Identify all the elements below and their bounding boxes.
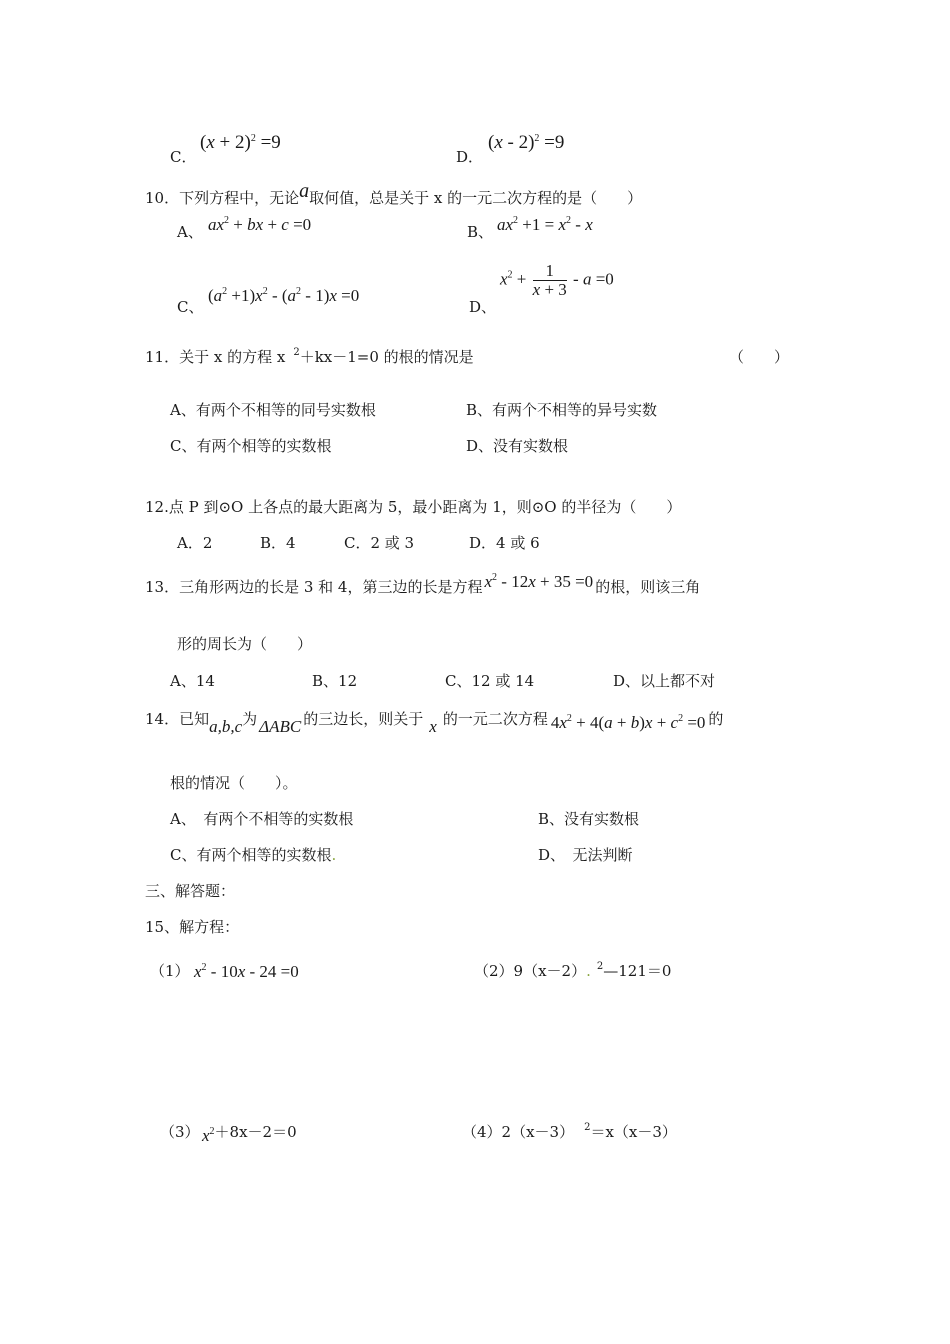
q14-option-c: C、有两个相等的实数根. [170,846,337,864]
q12-option-b: B．4 [260,534,296,552]
q15-part2-text: （2）9（x－2） [474,962,587,980]
q12-option-d: D．4 或 6 [469,534,540,552]
q15-part4-text-b: ＝x（x－3） [590,1123,677,1141]
q13-option-d: D、以上都不对 [613,672,716,690]
q13-option-b: B、12 [312,672,358,690]
q11-stem-b: ＋kx－1=0 的根的情况是 [299,348,474,366]
q11-stem-a: 11．关于 x 的方程 x [145,348,286,366]
section-3-title: 三、解答题： [145,882,236,900]
q15-part2-sup: 2 [596,961,604,972]
q11-option-b: B、有两个不相等的异号实数 [466,401,658,419]
q10-option-a-equation: $ax^2$ + bx + c =0 [208,215,312,234]
q15-part2: （2）9（x－2）. $^2$—121＝0 [474,961,672,980]
q12-stem: 12.点 P 到⊙O 上各点的最大距离为 5，最小距离为 1，则⊙O 的半径为（ ） [145,498,682,516]
q9-option-d-label: D． [456,148,484,166]
q15-part4-sup: 2 [584,1122,591,1133]
q10-option-b-label: B、 [467,223,494,241]
q10-option-d-equation: $x^2$ + $\frac{1}{x + 3}$ - a =0 [500,261,614,299]
q10-option-a-label: A、 [177,223,203,241]
q10-option-c-equation: $(a^2 +1)x^2 - (a^2 - 1)x =0$ [208,286,360,305]
q14-stem-line2: 根的情况（ ）。 [170,774,298,792]
q10-stem-var: a [299,180,310,202]
q13-stem-b: 的根，则该三角 [595,578,701,596]
q14-option-c-text: C、有两个相等的实数根 [170,846,332,864]
q15-part3-text: ＋8x－2＝0 [214,1123,297,1141]
q10-option-b-equation: $ax^2 +1 = x^2 - x$ [497,215,593,234]
q14-stem-vars: a,b,c [209,717,243,736]
q14-option-d: D、 无法判断 [538,846,633,864]
q14-stem-x: x [429,717,437,736]
q9-c-math-text: $(x + 2)^2 =9$ [200,132,281,153]
q9-option-c-equation [200,132,281,154]
q11-option-a: A、有两个不相等的同号实数根 [170,401,376,419]
q10-stem-b: 取何值，总是关于 x 的一元二次方程的是（ ） [309,189,643,207]
q9-d-math-text: (x - 2)$^2$ =9 [488,132,565,153]
q11-stem-sup: 2 [293,347,300,358]
q14-stem-triangle: ΔABC [259,717,302,736]
q14-stem-b: 为 [242,710,258,728]
q11-option-c: C、有两个相等的实数根 [170,437,332,455]
q11-option-d: D、没有实数根 [466,437,569,455]
q13-stem-line1 [145,572,701,597]
q13-stem-a: 13．三角形两边的长是 3 和 4，第三边的长是方程 [145,578,483,596]
q14-stem-e: 的 [708,710,724,728]
q14-stem-d: 的一元二次方程 [442,710,548,728]
q12-option-a: A．2 [177,534,213,552]
q10-d-fraction: $\frac{1}{x + 3}$ [532,261,567,299]
q10-option-c-label: C、 [177,298,204,316]
q10-stem-a: 10．下列方程中，无论 [145,189,300,207]
q14-stem-c: 的三边长，则关于 [303,710,424,728]
q15-stem: 15、解方程： [145,918,240,936]
q12-option-c: C．2 或 3 [344,534,415,552]
q11-answer-paren: （ ） [729,348,790,366]
q15-part1-equation: $x^2 - 10x - 24 =0$ [194,962,299,981]
q14-stem-line1 [145,708,724,736]
q15-part1-label: （1） [150,962,190,980]
q13-option-c: C、12 或 14 [445,672,535,690]
q9-option-d-equation [488,132,564,154]
q13-stem-line2: 形的周长为（ ） [177,635,313,653]
q14-option-a: A、 有两个不相等的实数根 [170,810,354,828]
q15-part4 [462,1121,677,1142]
q14-stem-a: 14．已知 [145,710,210,728]
q9-option-c-label: C． [170,148,197,166]
q13-option-a: A、14 [170,672,215,690]
q15-part4-text: （4）2（x－3） [462,1123,575,1141]
q15-part2-text-b: —121＝0 [603,962,672,980]
q10-option-d-label: D、 [469,298,497,316]
q13-equation: $x^2 - 12x + 35 =0$ [484,572,594,591]
q15-part3: $x^2+8x-2=0$ [202,1123,297,1145]
q15-part3-label: （3） [160,1123,200,1141]
q11-stem [145,346,474,367]
q14-equation: $4x^2 + 4(a + b)x + c^2 =0$ [550,713,706,732]
q14-option-b: B、没有实数根 [538,810,640,828]
q10-stem [145,180,643,209]
